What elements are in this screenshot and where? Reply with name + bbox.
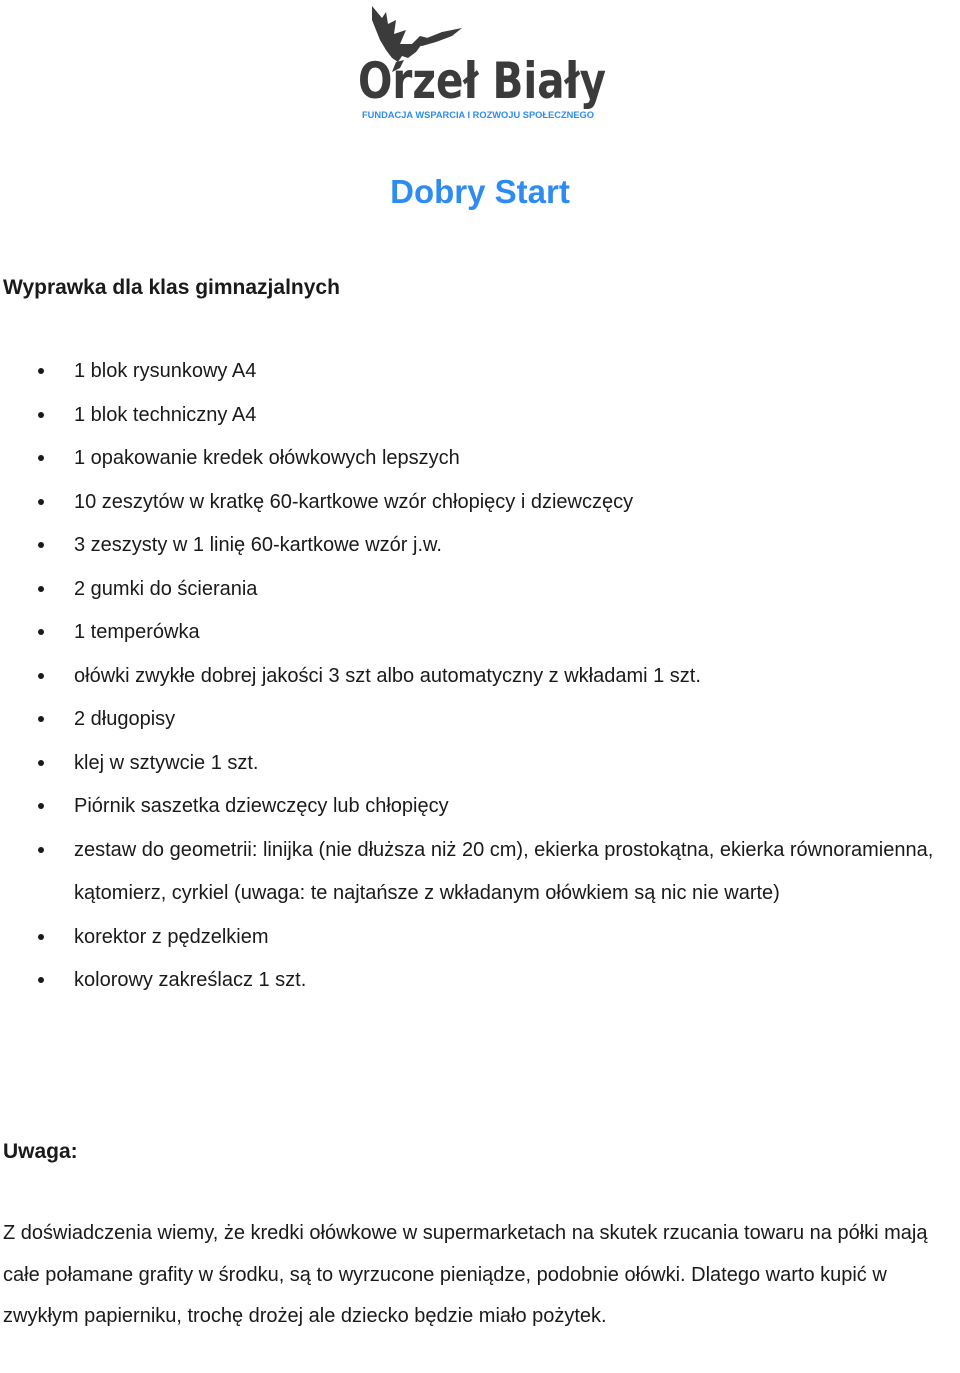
bullet <box>38 760 44 766</box>
list-item-text: Piórnik saszetka dziewczęcy lub chłopięcy <box>74 795 449 817</box>
list-item-text: 2 gumki do ścierania <box>74 577 258 600</box>
list-item <box>0 785 960 829</box>
bullet <box>38 673 44 679</box>
list-item <box>0 829 960 916</box>
bullet <box>38 499 44 505</box>
list-item <box>0 698 960 742</box>
list-item <box>0 742 960 786</box>
list-item-text: zestaw do geometrii: linijka (nie dłuższa niż 20 cm), ekierka prostokątna, ekierka równoramienna, kątomierz, cyrkiel (uwaga: te najtańsze z wkładanym ołówkiem są nic nie warte) <box>74 838 934 904</box>
bullet <box>38 934 44 940</box>
logo-tagline: FUNDACJA WSPARCIA I ROZWOJU SPOŁECZNEGO <box>362 110 594 120</box>
list-item-text: 1 blok rysunkowy A4 <box>74 360 257 382</box>
list-item <box>0 655 960 699</box>
list-item <box>0 394 960 438</box>
note-body: Z doświadczenia wiemy, że kredki ołówkowe w supermarketach na skutek rzucania towaru na półki mają całe połamane grafity w środku, są to wyrzucone pieniądze, podobnie ołówki. Dlatego warto kupić w zwykłym papierniku, trochę drożej ale dziecko będzie miało pożytek. <box>3 1222 928 1327</box>
logo-graphic <box>352 0 614 125</box>
list-item-text: 3 zeszysty w 1 linię 60-kartkowe wzór j.w. <box>74 534 442 556</box>
list-item-text: 1 temperówka <box>74 621 200 643</box>
bullet <box>38 455 44 461</box>
note-heading: Uwaga: <box>3 1140 78 1163</box>
list-item-text: ołówki zwykłe dobrej jakości 3 szt albo automatyczny z wkładami 1 szt. <box>74 664 701 687</box>
list-item-text: kolorowy zakreślacz 1 szt. <box>74 969 307 991</box>
page-title: Dobry Start <box>390 173 570 210</box>
supply-list <box>0 350 960 1003</box>
list-item <box>0 481 960 525</box>
list-item-text: 1 blok techniczny A4 <box>74 403 257 426</box>
bullet <box>38 586 44 592</box>
list-item <box>0 437 960 481</box>
bullet <box>38 368 44 374</box>
logo <box>352 0 614 125</box>
list-item <box>0 916 960 960</box>
list-item-text: 2 długopisy <box>74 708 176 730</box>
bullet <box>38 977 44 983</box>
list-item <box>0 524 960 568</box>
logo-name: Orzeł Biały <box>358 52 606 110</box>
list-item-text: 10 zeszytów w kratkę 60-kartkowe wzór chłopięcy i dziewczęcy <box>74 490 634 513</box>
page-subtitle: Wyprawka dla klas gimnazjalnych <box>3 276 340 299</box>
bullet <box>38 803 44 809</box>
list-item <box>0 350 960 394</box>
bullet <box>38 542 44 548</box>
bullet <box>38 412 44 418</box>
list-item <box>0 611 960 655</box>
bullet <box>38 847 44 853</box>
list-item-text: 1 opakowanie kredek ołówkowych lepszych <box>74 447 460 469</box>
list-item <box>0 568 960 612</box>
list-item-text: klej w sztywcie 1 szt. <box>74 751 259 774</box>
bullet <box>38 629 44 635</box>
bullet <box>38 716 44 722</box>
list-item <box>0 959 960 1003</box>
list-item-text: korektor z pędzelkiem <box>74 925 269 948</box>
